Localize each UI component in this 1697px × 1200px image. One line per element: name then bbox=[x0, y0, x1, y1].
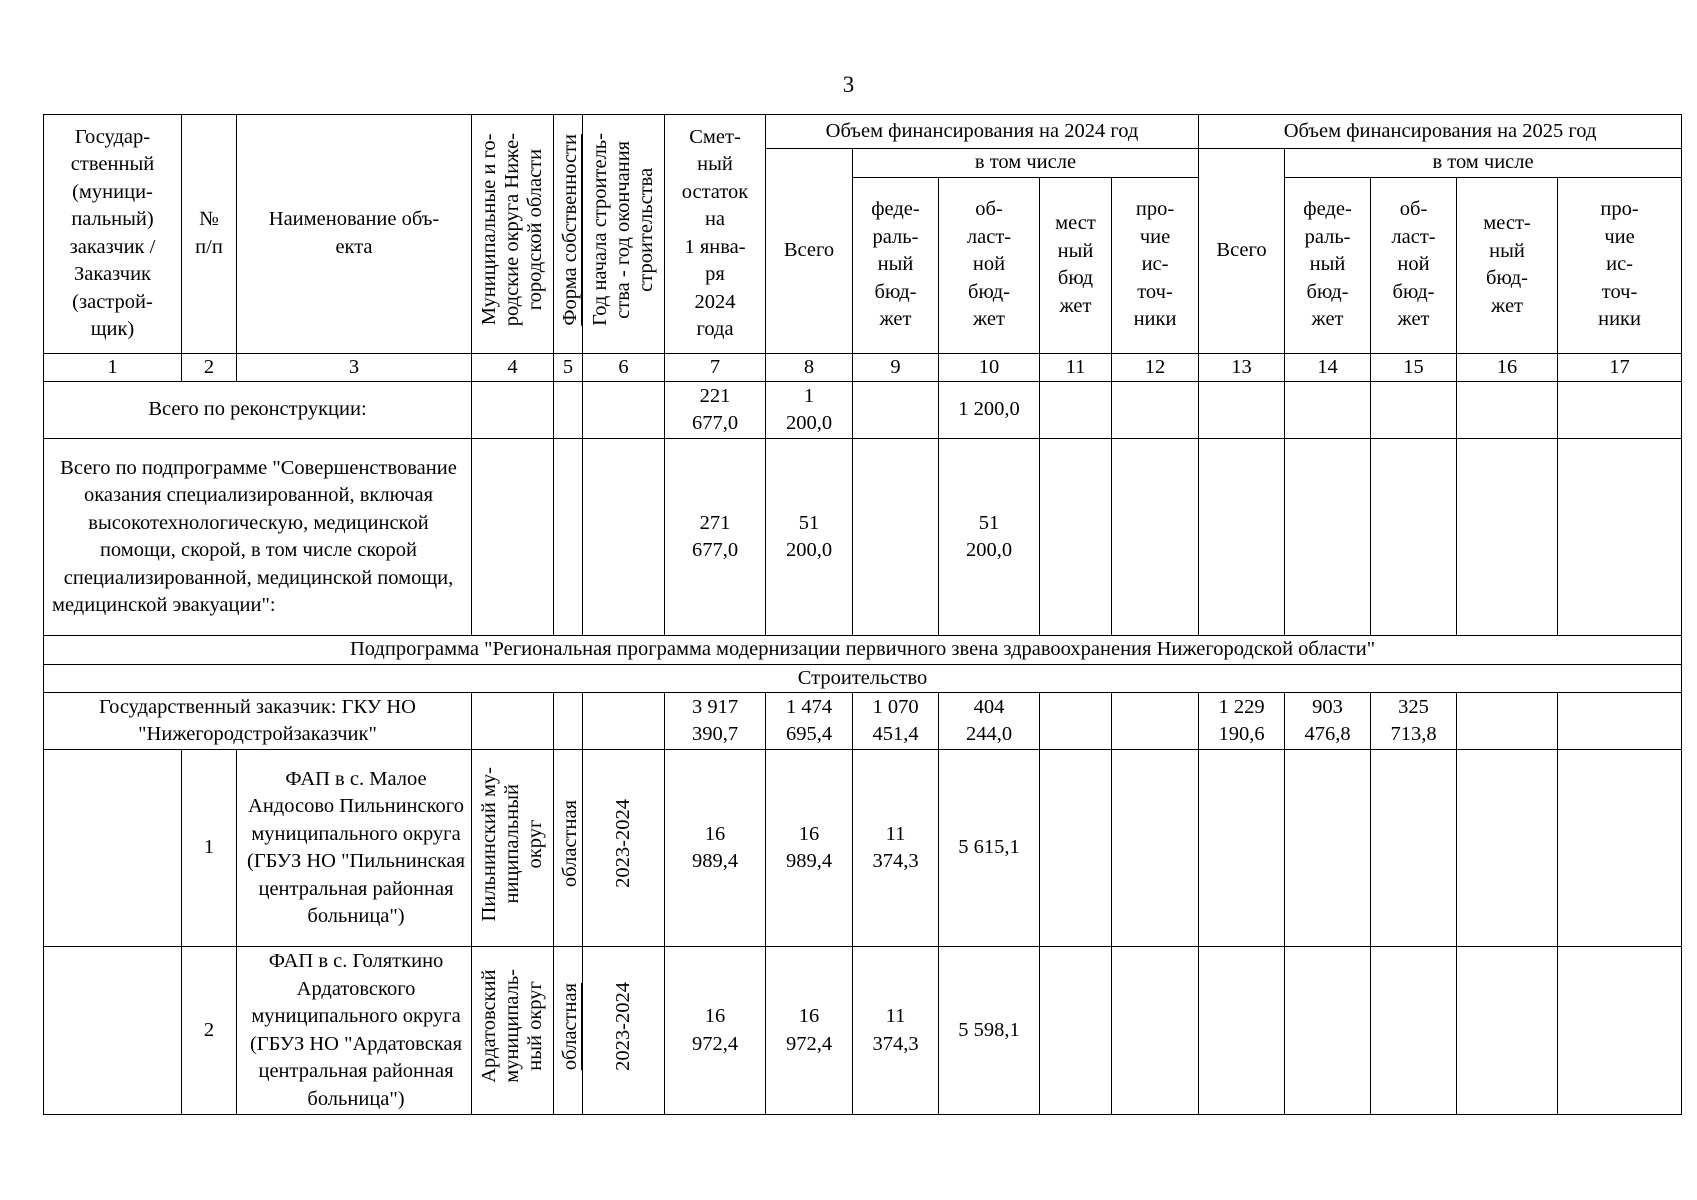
col-number: 14 bbox=[1285, 353, 1371, 382]
table-row bbox=[44, 750, 1682, 947]
subprogram-regional-2024: 51 200,0 bbox=[939, 439, 1040, 636]
section-title: Строительство bbox=[44, 664, 1682, 693]
header-federal-2024: феде- раль- ный бюд- жет bbox=[853, 177, 939, 353]
item-years-text: 2023-2024 bbox=[612, 981, 634, 1071]
item-estimate: 16 989,4 bbox=[665, 750, 766, 947]
reconstruction-total-label: Всего по реконструкции: bbox=[44, 382, 472, 439]
customer-federal-2024: 1 070 451,4 bbox=[853, 693, 939, 750]
reconstruction-regional-2024: 1 200,0 bbox=[939, 382, 1040, 439]
item-estimate: 16 972,4 bbox=[665, 947, 766, 1115]
header-ownership bbox=[554, 115, 583, 354]
item-name: ФАП в с. Голяткино Ардатовского муниципального округа (ГБУЗ НО "Ардатовская центральная районная больница") bbox=[237, 947, 472, 1115]
header-incl-2025: в том числе bbox=[1285, 149, 1682, 178]
item-num: 1 bbox=[182, 750, 237, 947]
col-number: 17 bbox=[1558, 353, 1682, 382]
reconstruction-estimate: 221 677,0 bbox=[665, 382, 766, 439]
table-row bbox=[44, 947, 1682, 1115]
header-ownership-text: Форма собственности bbox=[559, 133, 581, 326]
customer-total-2025: 1 229 190,6 bbox=[1199, 693, 1285, 750]
customer-row bbox=[44, 693, 1682, 750]
header-incl-2024: в том числе bbox=[853, 149, 1199, 178]
subprogram-total-2024: 51 200,0 bbox=[766, 439, 853, 636]
subprogram-title-row bbox=[44, 636, 1682, 665]
header-estimate: Смет- ный остаток на 1 янва- ря 2024 года bbox=[665, 115, 766, 354]
header-municipal bbox=[472, 115, 554, 354]
col-number: 4 bbox=[472, 353, 554, 382]
item-municipal-text: Ардатовский муниципаль- ный округ bbox=[478, 969, 546, 1084]
header-num: № п/п bbox=[182, 115, 237, 354]
item-years-text: 2023-2024 bbox=[612, 799, 634, 889]
header-years bbox=[583, 115, 665, 354]
page-number: 3 bbox=[842, 72, 855, 97]
col-number: 16 bbox=[1457, 353, 1558, 382]
header-other-2025: про- чие ис- точ- ники bbox=[1558, 177, 1682, 353]
item-municipal bbox=[472, 947, 554, 1115]
header-regional-2024: об- ласт- ной бюд- жет bbox=[939, 177, 1040, 353]
customer-federal-2025: 903 476,8 bbox=[1285, 693, 1371, 750]
header-municipal-text: Муниципальные и го- родские округа Ниже- городской области bbox=[478, 132, 546, 327]
header-fin2025: Объем финансирования на 2025 год bbox=[1199, 115, 1682, 149]
item-num: 2 bbox=[182, 947, 237, 1115]
item-total-2024: 16 989,4 bbox=[766, 750, 853, 947]
header-total-2025: Всего bbox=[1199, 149, 1285, 354]
header-object-name: Наименование объ- екта bbox=[237, 115, 472, 354]
item-ownership bbox=[554, 947, 583, 1115]
reconstruction-total-row bbox=[44, 382, 1682, 439]
col-number: 12 bbox=[1112, 353, 1199, 382]
col-number: 10 bbox=[939, 353, 1040, 382]
item-ownership-text: областная bbox=[559, 982, 581, 1070]
col-number: 8 bbox=[766, 353, 853, 382]
subprogram-total-label: Всего по подпрограмме "Совершенствование оказания специализированной, включая высокотехнологическую, медицинской помощи, скорой, в том числе скорой специализированной, медицинской помощи, медицинской эвакуации": bbox=[44, 439, 472, 636]
col-number: 5 bbox=[554, 353, 583, 382]
customer-regional-2024: 404 244,0 bbox=[939, 693, 1040, 750]
col-number: 6 bbox=[583, 353, 665, 382]
col-number: 15 bbox=[1371, 353, 1457, 382]
header-federal-2025: феде- раль- ный бюд- жет bbox=[1285, 177, 1371, 353]
item-regional-2024: 5 615,1 bbox=[939, 750, 1040, 947]
col-number: 13 bbox=[1199, 353, 1285, 382]
item-federal-2024: 11 374,3 bbox=[853, 947, 939, 1115]
header-regional-2025: об- ласт- ной бюд- жет bbox=[1371, 177, 1457, 353]
item-ownership-text: областная bbox=[559, 800, 581, 888]
customer-label: Государственный заказчик: ГКУ НО "Нижегородстройзаказчик" bbox=[44, 693, 472, 750]
subprogram-total-row bbox=[44, 439, 1682, 636]
header-customer: Государ- ственный (муници- пальный) заказчик / Заказчик (застрой- щик) bbox=[44, 115, 182, 354]
customer-regional-2025: 325 713,8 bbox=[1371, 693, 1457, 750]
subprogram-title: Подпрограмма "Региональная программа модернизации первичного звена здравоохранения Нижегородской области" bbox=[44, 636, 1682, 665]
item-regional-2024: 5 598,1 bbox=[939, 947, 1040, 1115]
item-ownership bbox=[554, 750, 583, 947]
col-number: 11 bbox=[1040, 353, 1112, 382]
col-number: 1 bbox=[44, 353, 182, 382]
header-fin2024: Объем финансирования на 2024 год bbox=[766, 115, 1199, 149]
subprogram-estimate: 271 677,0 bbox=[665, 439, 766, 636]
header-years-text: Год начала строитель- ства - год окончания строительства bbox=[589, 133, 657, 326]
item-years bbox=[583, 750, 665, 947]
item-federal-2024: 11 374,3 bbox=[853, 750, 939, 947]
item-municipal bbox=[472, 750, 554, 947]
col-number: 9 bbox=[853, 353, 939, 382]
column-numbers-row bbox=[44, 353, 1682, 382]
header-other-2024: про- чие ис- точ- ники bbox=[1112, 177, 1199, 353]
header-total-2024: Всего bbox=[766, 149, 853, 354]
col-number: 7 bbox=[665, 353, 766, 382]
section-title-row bbox=[44, 664, 1682, 693]
header-row-1 bbox=[44, 115, 1682, 149]
customer-estimate: 3 917 390,7 bbox=[665, 693, 766, 750]
customer-total-2024: 1 474 695,4 bbox=[766, 693, 853, 750]
item-years bbox=[583, 947, 665, 1115]
reconstruction-total-2024: 1 200,0 bbox=[766, 382, 853, 439]
item-total-2024: 16 972,4 bbox=[766, 947, 853, 1115]
item-municipal-text: Пильнинский му- ниципальный округ bbox=[478, 766, 546, 921]
col-number: 3 bbox=[237, 353, 472, 382]
header-local-2025: мест- ный бюд- жет bbox=[1457, 177, 1558, 353]
col-number: 2 bbox=[182, 353, 237, 382]
item-name: ФАП в с. Малое Андосово Пильнинского муниципального округа (ГБУЗ НО "Пильнинская центральная районная больница") bbox=[237, 750, 472, 947]
financing-table bbox=[43, 114, 1682, 1115]
header-local-2024: мест ный бюд жет bbox=[1040, 177, 1112, 353]
